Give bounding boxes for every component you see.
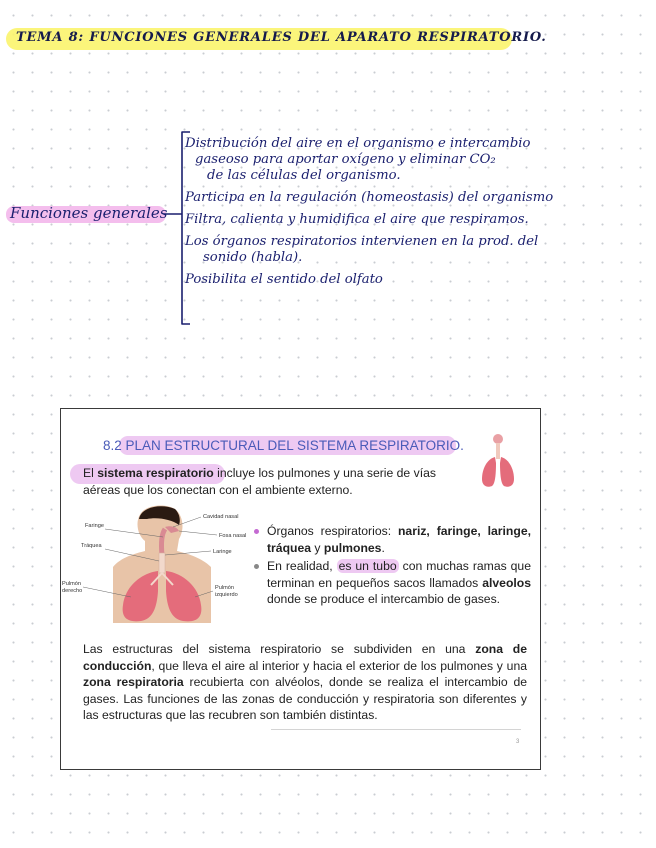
figure-label-fosa: Fosa nasal: [219, 533, 247, 539]
intro-text: El sistema respiratorio incluye los pulmones y una serie de vías aéreas que los conectan con el ambiente externo.: [83, 466, 436, 497]
figure-label-pulmon-der: Pulmón: [62, 581, 81, 587]
lungs-thumbnail-icon: [479, 433, 517, 491]
functions-list: [185, 136, 640, 288]
function-item: Posibilita el sentido del olfato: [185, 272, 383, 287]
footer-divider: [271, 729, 521, 730]
page-number: 3: [516, 739, 520, 745]
functions-label-group: [8, 204, 167, 222]
figure-label-laringe: Laringe: [213, 549, 232, 555]
function-item: Los órganos respiratorios intervienen en la prod. del sonido (habla).: [185, 234, 539, 265]
list-item: En realidad, es un tubo con muchas ramas que terminan en pequeños sacos llamados alveolos donde se produce el intercambio de gases.: [251, 558, 531, 608]
function-item: Distribución del aire en el organismo e intercambio gaseoso para aportar oxígeno y eliminar CO₂ de las células del organismo.: [185, 136, 531, 183]
figure-label-pulmon-izq2: izquierdo: [215, 592, 238, 598]
figure-label-pulmon-izq: Pulmón: [215, 585, 234, 591]
function-item: Filtra, calienta y humidifica el aire que respiramos.: [185, 212, 529, 227]
textbook-excerpt[interactable]: [60, 408, 541, 770]
list-item: Órganos respiratorios: nariz, faringe, laringe, tráquea y pulmones.: [251, 523, 531, 556]
figure-label-pulmon-der2: derecho: [62, 588, 83, 594]
respiratory-anatomy-figure: [61, 505, 261, 623]
page-title: TEMA 8: FUNCIONES GENERALES DEL APARATO RESPIRATORIO.: [16, 30, 547, 45]
functions-label: Funciones generales: [10, 204, 168, 222]
section-title: 8.2 PLAN ESTRUCTURAL DEL SISTEMA RESPIRATORIO.: [103, 438, 464, 453]
figure-label-traquea: Tráquea: [81, 543, 102, 549]
zones-paragraph: Las estructuras del sistema respiratorio se subdividen en una zona de conducción, que lleva el aire al interior y hacia el exterior de los pulmones y una zona respiratoria recubierta con alvéolos, donde se realiza el intercambio de gases. Las funciones de las zonas de conducción y respiratoria son diferentes y las estructuras que las recubren son también distintas.: [83, 642, 528, 722]
figure-label-cavidad: Cavidad nasal: [203, 514, 239, 520]
function-item: Participa en la regulación (homeostasis) del organismo: [185, 190, 554, 205]
figure-label-faringe: Faringe: [85, 523, 104, 529]
page-title-highlight: [6, 28, 547, 50]
organs-bullet-list: [251, 523, 531, 608]
